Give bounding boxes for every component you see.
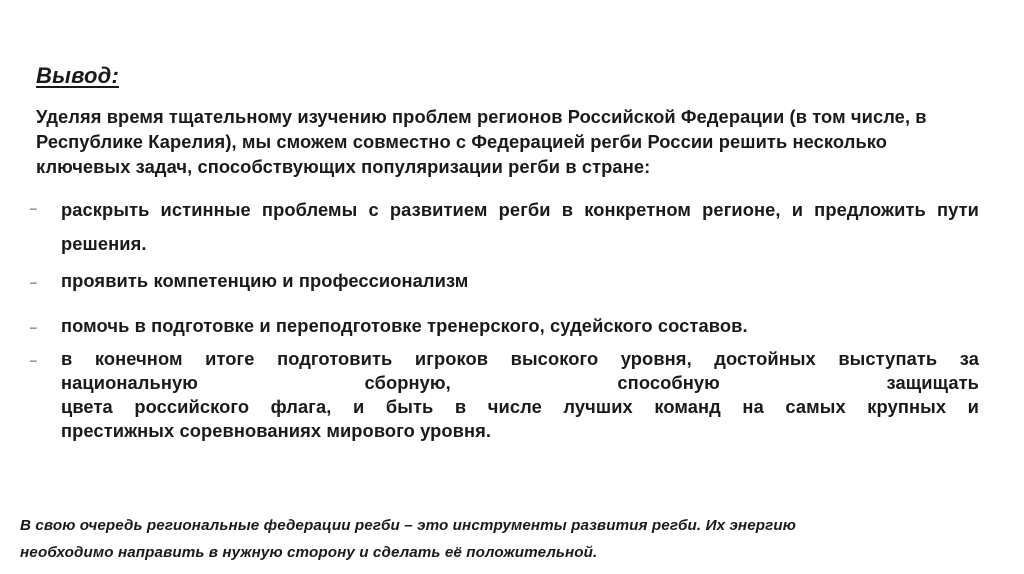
bullet-text: раскрыть истинные проблемы с развитием регби в конкретном регионе, и предложить пути решения. [61,199,979,254]
bullet-text: помочь в подготовке и переподготовке тренерского, судейского составов. [61,315,748,336]
bullet-text: проявить компетенцию и профессионализм [61,270,469,291]
footer-note-line: необходимо направить в нужную сторону и сделать её положительной. [20,544,598,561]
bullet-text-line: национальную сборную, способную защищать [61,372,979,393]
bullet-text [61,347,979,443]
bullet-dash-icon: – [30,275,37,289]
bullet-text-line: цвета российского флага, и быть в числе лучших команд на самых крупных и [61,396,979,417]
conclusion-heading: Вывод: [36,63,119,88]
footer-note [20,512,1000,566]
bullet-dash-icon: – [30,320,37,334]
bullet-text-line: престижных соревнованиях мирового уровня. [61,420,492,441]
intro-paragraph: Уделяя время тщательному изучению проблем регионов Российской Федерации (в том числе, в Республике Карелия), мы сможем совместно с Федерацией регби России решить несколько ключевых задач, способствующих популяризации регби в стране: [36,106,927,177]
bullet-text-line: в конечном итоге подготовить игроков высокого уровня, достойных выступать за [61,348,979,369]
bullet-dash-icon: – [30,201,37,215]
bullet-dash-icon: – [30,353,37,367]
footer-note-line: В свою очередь региональные федерации регби – это инструменты развития регби. Их энергию [20,517,796,534]
